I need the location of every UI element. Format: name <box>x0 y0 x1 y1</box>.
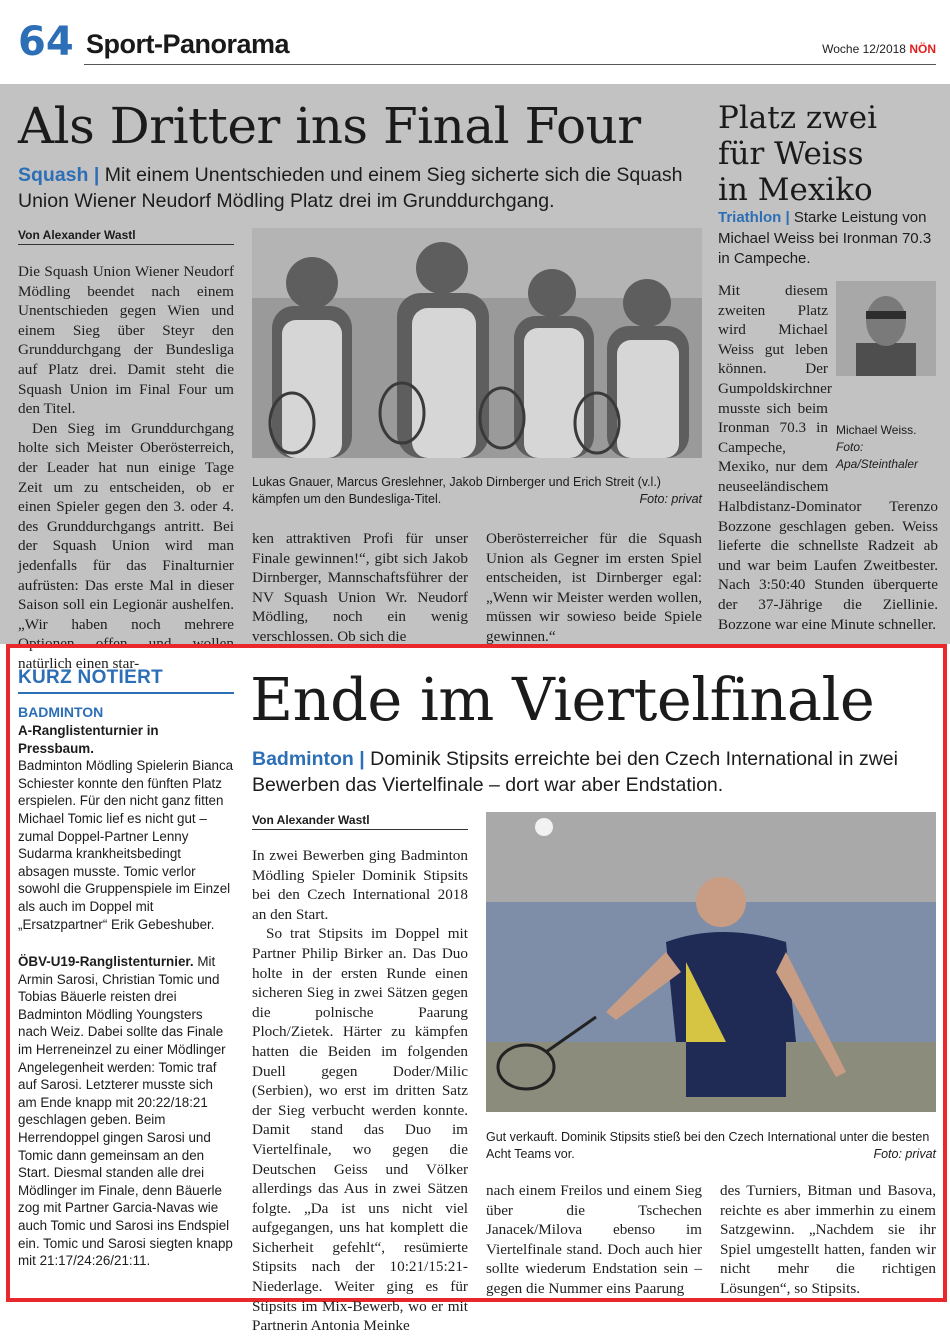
stipsits-action-image <box>486 812 936 1112</box>
kurz-notiert-item1 <box>18 722 234 933</box>
section-title: Sport-Panorama <box>86 29 290 59</box>
weiss-portrait-image <box>836 281 936 376</box>
badminton-caption-text: Gut verkauft. Dominik Stipsits stieß bei den Czech International unter die besten Acht Teams vor. <box>486 1130 930 1161</box>
squash-col2: ken attraktiven Profi für unser Finale gewinnen!“, gibt sich Jakob Dirnberger, Mannschaftsführer der NV Squash Union Wr. Neudorf Mödling, noch ein wenig verschlossen. Ob sich die <box>252 530 468 645</box>
badminton-headline: Ende im Viertelfinale <box>250 665 875 734</box>
triathlon-headline <box>718 100 877 208</box>
badminton-lead <box>252 746 932 798</box>
squash-col3: Oberösterreicher für die Squash Union als Gegner im ersten Spiel entscheiden, ist Dirnberger egal: „Wenn wir Meister werden wollen, müssen wir sowieso beide Spiele gewinnen.“ <box>486 530 702 645</box>
squash-lead <box>18 162 698 214</box>
squash-col1-p2: Den Sieg im Grunddurchgang holte sich Meister Oberösterreich, der Leader hat nun einige Tage Zeit um zu entscheiden, ob er einen Spieler gegen den 3. oder 4. des Grunddurchgangs antritt. Bei der Squash Union wird man jedenfalls für das Finalturnier aufrüsten: Das erste Mal in dieser Saison soll ein Legionär aushelfen. „Wir haben noch mehrere Optionen offen und wollen natürlich einen star- <box>18 419 234 672</box>
kurz-notiert-item2 <box>18 953 234 1270</box>
triathlon-lead <box>718 208 938 270</box>
badminton-lead-text: Dominik Stipsits erreichte bei den Czech International in zwei Bewerben das Viertelfinale – dort war aber Endstation. <box>252 748 898 796</box>
kurz-notiert-category: BADMINTON <box>18 704 104 720</box>
stipsits-action-photo <box>486 812 936 1112</box>
squash-team-photo <box>252 228 702 458</box>
badminton-col1-p1: In zwei Bewerben ging Badminton Mödling Spieler Dominik Stipsits bei den Czech International 2018 an den Start. <box>252 847 468 923</box>
triathlon-caption <box>836 422 940 473</box>
kurz-item1-text: Badminton Mödling Spielerin Bianca Schiester konnte den fünften Platz erspielen. Für den nicht ganz fitten Michael Tomic lief es nicht gut – zumal Doppel-Partner Lenny Sudarma krankheitsbedingt absagen musste. Tomic verlor sowohl die Gruppenspiele im Einzel als auch im Doppel mit „Ersatzpartner“ Erik Gebeshuber. <box>18 758 234 932</box>
brand-logo: NÖN <box>909 42 936 56</box>
squash-col1-p1: Die Squash Union Wiener Neudorf Mödling beendet nach einem Unentschieden gegen Wien und einem Sieg über Steyr den Grunddurchgang der Bundesliga auf Platz drei. Damit steht die Squash Union im Final Four um den Titel. <box>18 263 234 418</box>
badminton-caption <box>486 1129 936 1163</box>
header-rule <box>84 64 936 65</box>
badminton-col2: nach einem Freilos und einem Sieg über die Tschechen Janacek/Milova ebenso im Viertelfinale stand. Doch auch hier sollte wiederum Endstation sein – gegen die Nummer eins Paarung <box>486 1182 702 1297</box>
kurz-item2-text: Mit Armin Sarosi, Christian Tomic und Tobias Bäuerle reisten drei Badminton Mödling Youngsters nach Weiz. Dabei sollte das Finale im Herreneinzel zu einer Mödlinger Angelegenheit werden: Tomic traf auf Sarosi. Letzterer musste sich am Ende knapp mit 20:22/18:21 geschlagen geben. Beim Herrendoppel gingen Sarosi und Tomic dann gemeinsam an den Start. Diesmal standen alle drei Mödlinger im Finale, denn Bäuerle zog mit Partner Garcia-Navas wie auch Tomic und Sarosi ins Endspiel ein. Tomic und Sarosi siegten knapp mit 21:17/24:26/21:11. <box>18 954 233 1269</box>
squash-team-photo-image <box>252 228 702 458</box>
kurz-item2-title: ÖBV-U19-Ranglistenturnier. <box>18 954 194 969</box>
triathlon-body: Halbdistanz-Dominator Terenzo Bozzone geschlagen geben. Weiss lieferte die schnellste Radzeit ab und war beim Laufen Zweitbester. Nach 3:50:40 Stunden überquerte der 37-Jährige die Ziellinie. Bozzone war eine Minute schneller. <box>718 498 938 633</box>
badminton-photo-credit: Foto: privat <box>873 1147 936 1161</box>
squash-lead-text: Mit einem Unentschieden und einem Sieg sicherte sich die Squash Union Wiener Neudorf Mödling Platz drei im Grunddurchgang. <box>18 164 683 212</box>
triathlon-headline-line1: Platz zwei <box>718 100 878 136</box>
page-number: 64 <box>18 19 74 65</box>
badminton-col1-p2: So trat Stipsits im Doppel mit Partner Philip Birker an. Das Duo holte in der ersten Runde einen sicheren Sieg in zwei Sätzen gegen die polnische Paarung Ploch/Zietek. Härter zu kämpfen hatten die Beiden im folgenden Duell gegen Doder/Milic (Serbien), wo erst im dritten Satz der Sieg verbucht werden konnte. Damit stand das Duo im Viertelfinale, wo gegen die Deutschen Geiss und Völker allerdings das Aus in zwei Sätzen folgte. „Da ist uns nicht viel aufgegangen, uns hat komplett die Sicherheit gefehlt“, resümierte Stipsits nach der 10:21/15:21-Niederlage. Weiter ging es für Stipsits im Mix-Bewerb, wo er mit Partnerin Antonia Meinke <box>252 925 468 1335</box>
squash-caption <box>252 474 702 508</box>
squash-col1 <box>18 262 234 673</box>
badminton-kicker: Badminton | <box>252 748 365 770</box>
triathlon-caption-text: Michael Weiss. <box>836 423 917 437</box>
squash-headline: Als Dritter ins Final Four <box>18 97 641 155</box>
issue-week: Woche 12/2018 <box>822 42 906 56</box>
squash-byline: Von Alexander Wastl <box>18 228 234 245</box>
triathlon-lead-text: Starke Leistung von Michael Weiss bei Ironman 70.3 in Campeche. <box>718 209 932 267</box>
triathlon-headline-line2: für Weiss <box>718 136 864 172</box>
badminton-byline: Von Alexander Wastl <box>252 813 468 830</box>
badminton-col3: des Turniers, Bitman und Basova, reichte es aber immerhin zu einem Satzgewinn. „Nachdem sie ihr Spiel umgestellt hatten, fanden wir nicht mehr die richtigen Lösungen“, so Stipsits. <box>720 1182 936 1297</box>
triathlon-kicker: Triathlon | <box>718 209 790 226</box>
kurz-item1-title: A-Ranglistenturnier in Pressbaum. <box>18 723 159 756</box>
squash-kicker: Squash | <box>18 164 100 186</box>
triathlon-photo-credit: Foto: Apa/Steinthaler <box>836 440 919 471</box>
kurz-notiert-rule <box>18 692 234 694</box>
triathlon-headline-line3: in Mexiko <box>718 172 873 208</box>
weiss-portrait-photo <box>836 281 936 376</box>
badminton-col1 <box>252 846 468 1336</box>
squash-caption-text: Lukas Gnauer, Marcus Greslehner, Jakob Dirnberger und Erich Streit (v.l.) kämpfen um den Bundesliga-Titel. <box>252 475 661 506</box>
kurz-notiert-title: KURZ NOTIERT <box>18 667 164 688</box>
triathlon-narrow-text: Mit diesem zweiten Platz wird Michael Weiss gut leben können. Der Gumpoldskirchner musste sich beim Ironman 70.3 in Campeche, Mexiko, nur dem neuseeländischem <box>718 282 832 495</box>
issue-label <box>822 42 936 56</box>
squash-photo-credit: Foto: privat <box>639 492 702 506</box>
